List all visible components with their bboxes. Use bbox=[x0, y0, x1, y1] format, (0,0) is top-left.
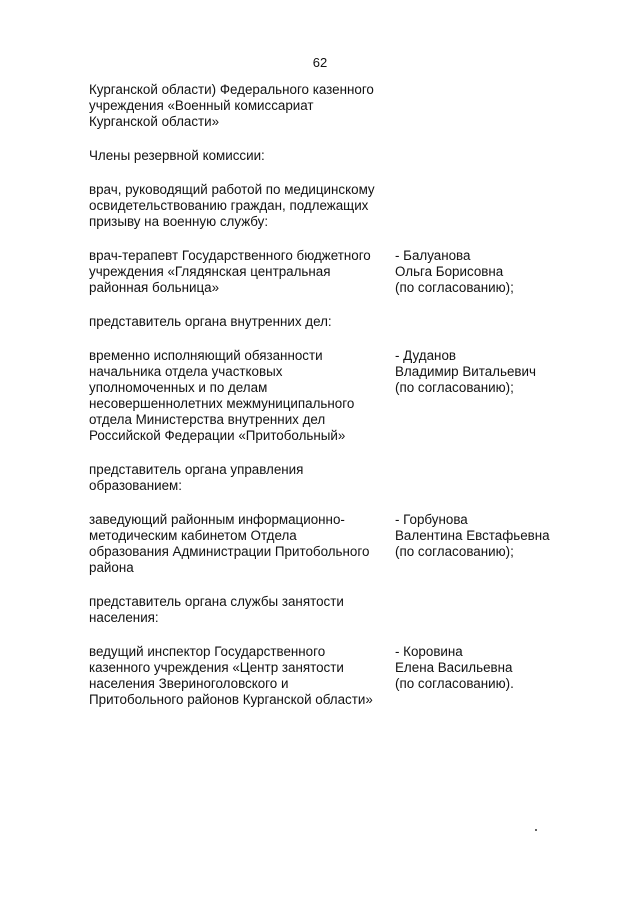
document-body bbox=[89, 82, 589, 726]
member-position: заведующий районным информационно- методическим кабинетом Отдела образования Администрации Притобольного района bbox=[89, 512, 370, 575]
page-number: 62 bbox=[312, 55, 328, 70]
scan-speck bbox=[535, 829, 537, 831]
member-entry bbox=[89, 348, 589, 444]
member-entry bbox=[89, 644, 589, 708]
internal-affairs-heading: представитель органа внутренних дел: bbox=[89, 314, 332, 329]
members-heading: Члены резервной комиссии: bbox=[89, 148, 265, 163]
member-name: - Дуданов Владимир Витальевич (по согласованию); bbox=[395, 348, 536, 395]
member-entry bbox=[89, 512, 589, 576]
member-position: временно исполняющий обязанности начальника отдела участковых уполномоченных и по делам несовершеннолетних межмуниципального отдела Министерства внутренних дел Российской Федерации «Притобольный» bbox=[89, 348, 355, 443]
member-entry bbox=[89, 248, 589, 296]
education-heading: представитель органа управления образованием: bbox=[89, 462, 304, 493]
member-name: - Коровина Елена Васильевна (по согласованию). bbox=[395, 644, 514, 691]
member-position: врач-терапевт Государственного бюджетного учреждения «Глядянская центральная районная больница» bbox=[89, 248, 371, 295]
member-position: ведущий инспектор Государственного казенного учреждения «Центр занятости населения Звериноголовского и Притобольного районов Курганской области» bbox=[89, 644, 373, 707]
member-name: - Горбунова Валентина Евстафьевна (по согласованию); bbox=[395, 512, 550, 559]
intro-paragraph: Курганской области) Федерального казенного учреждения «Военный комиссариат Курганской области» bbox=[89, 82, 374, 129]
doctor-role-heading: врач, руководящий работой по медицинскому освидетельствованию граждан, подлежащих призыву на военную службу: bbox=[89, 182, 375, 229]
member-name: - Балуанова Ольга Борисовна (по согласованию); bbox=[395, 248, 514, 295]
employment-heading: представитель органа службы занятости населения: bbox=[89, 594, 344, 625]
